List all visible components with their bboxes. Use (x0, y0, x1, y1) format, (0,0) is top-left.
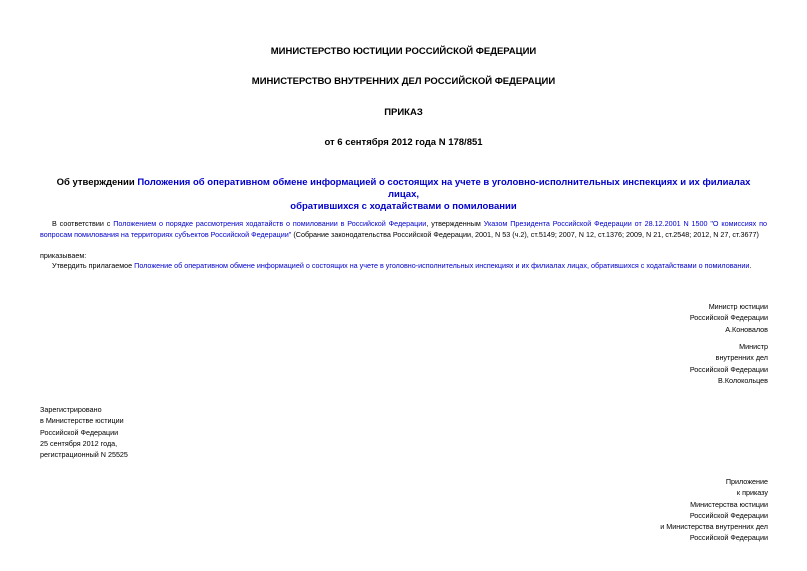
subject-prefix: Об утверждении (56, 177, 138, 188)
regulation-link[interactable]: Положения об оперативном обмене информацией о состоящих на учете в уголовно-исполнительных инспекциях и их филиалах лицах, (137, 177, 751, 200)
registration-line: Российской Федерации (40, 427, 119, 437)
preamble-paragraph (40, 218, 767, 240)
signature-line: Министр (739, 342, 768, 351)
appendix-line: Российской Федерации (689, 510, 768, 520)
registration-line: Зарегистрировано (40, 405, 102, 414)
order-text-2: . (749, 261, 752, 270)
signature-line: А.Коновалов (725, 324, 768, 334)
date-number-heading: от 6 сентября 2012 года N 178/851 (324, 137, 483, 148)
signature-line: Министр юстиции (708, 302, 768, 311)
appendix-line: к приказу (736, 488, 768, 498)
preamble-text-2: , утвержденным (426, 219, 484, 228)
document-subject (40, 177, 767, 213)
order-paragraph (40, 260, 767, 271)
document-type-heading: ПРИКАЗ (384, 107, 423, 118)
registration-line: 25 сентября 2012 года, (40, 438, 118, 448)
signature-line: внутренних дел (715, 353, 768, 363)
regulation-link-continued[interactable]: обратившихся с ходатайствами о помиловании (290, 201, 517, 212)
registration-line: регистрационный N 25525 (40, 450, 128, 460)
ministry-justice-heading: МИНИСТЕРСТВО ЮСТИЦИИ РОССИЙСКОЙ ФЕДЕРАЦИИ (270, 46, 537, 57)
appendix-line: Российской Федерации (689, 533, 768, 543)
registration-block (40, 404, 128, 460)
order-verb: приказываем: (40, 251, 87, 260)
preamble-text-1: В соответствии с (52, 219, 114, 228)
presidential-decree-link[interactable]: Указом Президента Российской Федерации от 28.12.2001 N 1500 "О комиссиях по вопросам помилования на территориях субъектов Российской Федерации" (40, 219, 768, 239)
ministry-interior-heading: МИНИСТЕРСТВО ВНУТРЕННИХ ДЕЛ РОССИЙСКОЙ ФЕДЕРАЦИИ (251, 76, 556, 87)
signature-line: Российской Федерации (689, 313, 768, 323)
justice-minister-signature (690, 301, 768, 335)
signature-line: В.Колокольцев (718, 375, 768, 385)
appendix-line: Приложение (725, 477, 768, 486)
registration-line: в Министерстве юстиции (40, 416, 124, 426)
pardon-procedure-link[interactable]: Положением о порядке рассмотрения ходатайств о помиловании в Российской Федерации (113, 219, 427, 228)
approved-regulation-link[interactable]: Положение об оперативном обмене информацией о состоящих на учете в уголовно-исполнительных инспекциях и их филиалах лицах, обратившихся с ходатайствами о помиловании (134, 261, 750, 270)
preamble-text-3: (Собрание законодательства Российской Федерации, 2001, N 53 (ч.2), ст.5149; 2007, N 12, ст.1376; 2009, N 21, ст.2548; 2012, N 27, ст.3677) (291, 230, 759, 239)
signature-line: Российской Федерации (689, 364, 768, 374)
appendix-block (660, 476, 768, 544)
appendix-line: и Министерства внутренних дел (660, 522, 768, 532)
order-text-1: Утвердить прилагаемое (52, 261, 135, 270)
appendix-line: Министерства юстиции (690, 499, 768, 509)
interior-minister-signature (690, 341, 768, 386)
